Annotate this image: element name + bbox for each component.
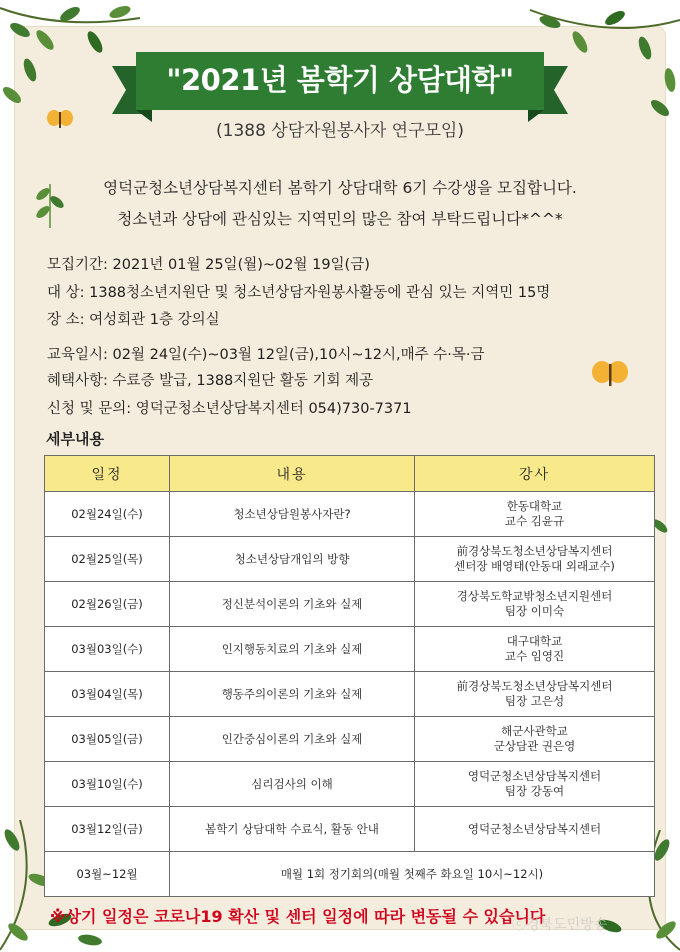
row-lecturer — [415, 582, 655, 627]
row-date: 03월03일(수) — [45, 627, 170, 672]
row-content: 봄학기 상담대학 수료식, 활동 안내 — [170, 807, 415, 852]
notice-warning: ※상기 일정은 코로나19 확산 및 센터 일정에 따라 변동될 수 있습니다 — [50, 907, 546, 926]
row-content: 심리검사의 이해 — [170, 762, 415, 807]
lecturer-affiliation: 경상북도학교밖청소년지원센터 — [456, 589, 613, 603]
lecturer-name: 교수 김윤규 — [504, 514, 565, 528]
row-lecturer — [415, 717, 655, 762]
row-content: 인간중심이론의 기초와 실제 — [170, 717, 415, 762]
table-row — [45, 537, 655, 582]
lecturer-name: 군상담관 권은영 — [493, 739, 576, 753]
header-lecturer: 강사 — [415, 456, 655, 492]
lecturer-name: 팀장 고은성 — [504, 694, 565, 708]
table-row-regular-meeting — [45, 852, 655, 897]
row-content: 행동주의이론의 기초와 실제 — [170, 672, 415, 717]
butterfly-right-icon — [590, 358, 630, 392]
page-title: "2021년 봄학기 상담대학" — [166, 63, 514, 97]
row-content: 매월 1회 정기회의(매월 첫째주 화요일 10시~12시) — [170, 852, 655, 897]
table-row — [45, 717, 655, 762]
row-content: 청소년상담개입의 방향 — [170, 537, 415, 582]
row-lecturer — [415, 627, 655, 672]
row-lecturer — [415, 537, 655, 582]
watermark: ⓒ경북도민방송 — [512, 917, 608, 933]
row-date: 02월25일(목) — [45, 537, 170, 582]
table-header-row — [45, 456, 655, 492]
intro-line-2: 청소년과 상담에 관심있는 지역민의 많은 참여 부탁드립니다*^^* — [117, 210, 563, 228]
table-row — [45, 582, 655, 627]
benefits: 혜택사항: 수료증 발급, 1388지원단 활동 기회 제공 — [47, 373, 374, 389]
row-date: 03월10일(수) — [45, 762, 170, 807]
row-lecturer — [415, 492, 655, 537]
schedule-table — [44, 455, 655, 897]
header-content: 내용 — [170, 456, 415, 492]
target-audience: 대 상: 1388청소년지원단 및 청소년상담자원봉사활동에 관심 있는 지역민 15명 — [47, 285, 551, 301]
table-row — [45, 492, 655, 537]
row-content: 청소년상담원봉사자란? — [170, 492, 415, 537]
venue: 장 소: 여성회관 1층 강의실 — [47, 312, 220, 328]
row-date: 03월12일(금) — [45, 807, 170, 852]
lecturer-affiliation: 한동대학교 — [506, 499, 563, 513]
row-date: 02월26일(금) — [45, 582, 170, 627]
row-lecturer — [415, 672, 655, 717]
row-content: 정신분석이론의 기초와 실제 — [170, 582, 415, 627]
row-date: 03월04일(목) — [45, 672, 170, 717]
education-schedule: 교육일시: 02월 24일(수)~03월 12일(금),10시~12시,매주 수·목·금 — [47, 347, 485, 363]
row-content: 인지행동치료의 기초와 실제 — [170, 627, 415, 672]
lecturer-name: 팀장 이미숙 — [504, 604, 565, 618]
recruit-period: 모집기간: 2021년 01월 25일(월)~02월 19일(금) — [47, 257, 370, 273]
lecturer-affiliation: 영덕군청소년상담복지센터 — [467, 821, 602, 836]
lecturer-name: 센터장 배영태(안동대 외래교수) — [454, 559, 615, 573]
contact-info: 신청 및 문의: 영덕군청소년상담복지센터 054)730-7371 — [47, 401, 412, 417]
row-lecturer — [415, 807, 655, 852]
row-date: 02월24일(수) — [45, 492, 170, 537]
table-row — [45, 762, 655, 807]
lecturer-affiliation: 대구대학교 — [506, 634, 563, 648]
row-lecturer — [415, 762, 655, 807]
section-title: 세부내용 — [46, 430, 104, 448]
row-date: 03월~12월 — [45, 852, 170, 897]
header-date: 일정 — [45, 456, 170, 492]
table-row — [45, 807, 655, 852]
table-row — [45, 672, 655, 717]
table-row — [45, 627, 655, 672]
row-date: 03월05일(금) — [45, 717, 170, 762]
lecturer-affiliation: 영덕군청소년상담복지센터 — [467, 769, 602, 783]
intro-line-1: 영덕군청소년상담복지센터 봄학기 상담대학 6기 수강생을 모집합니다. — [103, 179, 577, 197]
lecturer-name: 팀장 강동여 — [504, 784, 565, 798]
subtitle: (1388 상담자원봉사자 연구모임) — [216, 121, 464, 141]
lecturer-affiliation: 前경상북도청소년상담복지센터 — [456, 544, 613, 558]
lecturer-affiliation: 前경상북도청소년상담복지센터 — [456, 679, 613, 693]
lecturer-affiliation: 해군사관학교 — [501, 724, 568, 738]
lecturer-name: 교수 임영진 — [504, 649, 565, 663]
